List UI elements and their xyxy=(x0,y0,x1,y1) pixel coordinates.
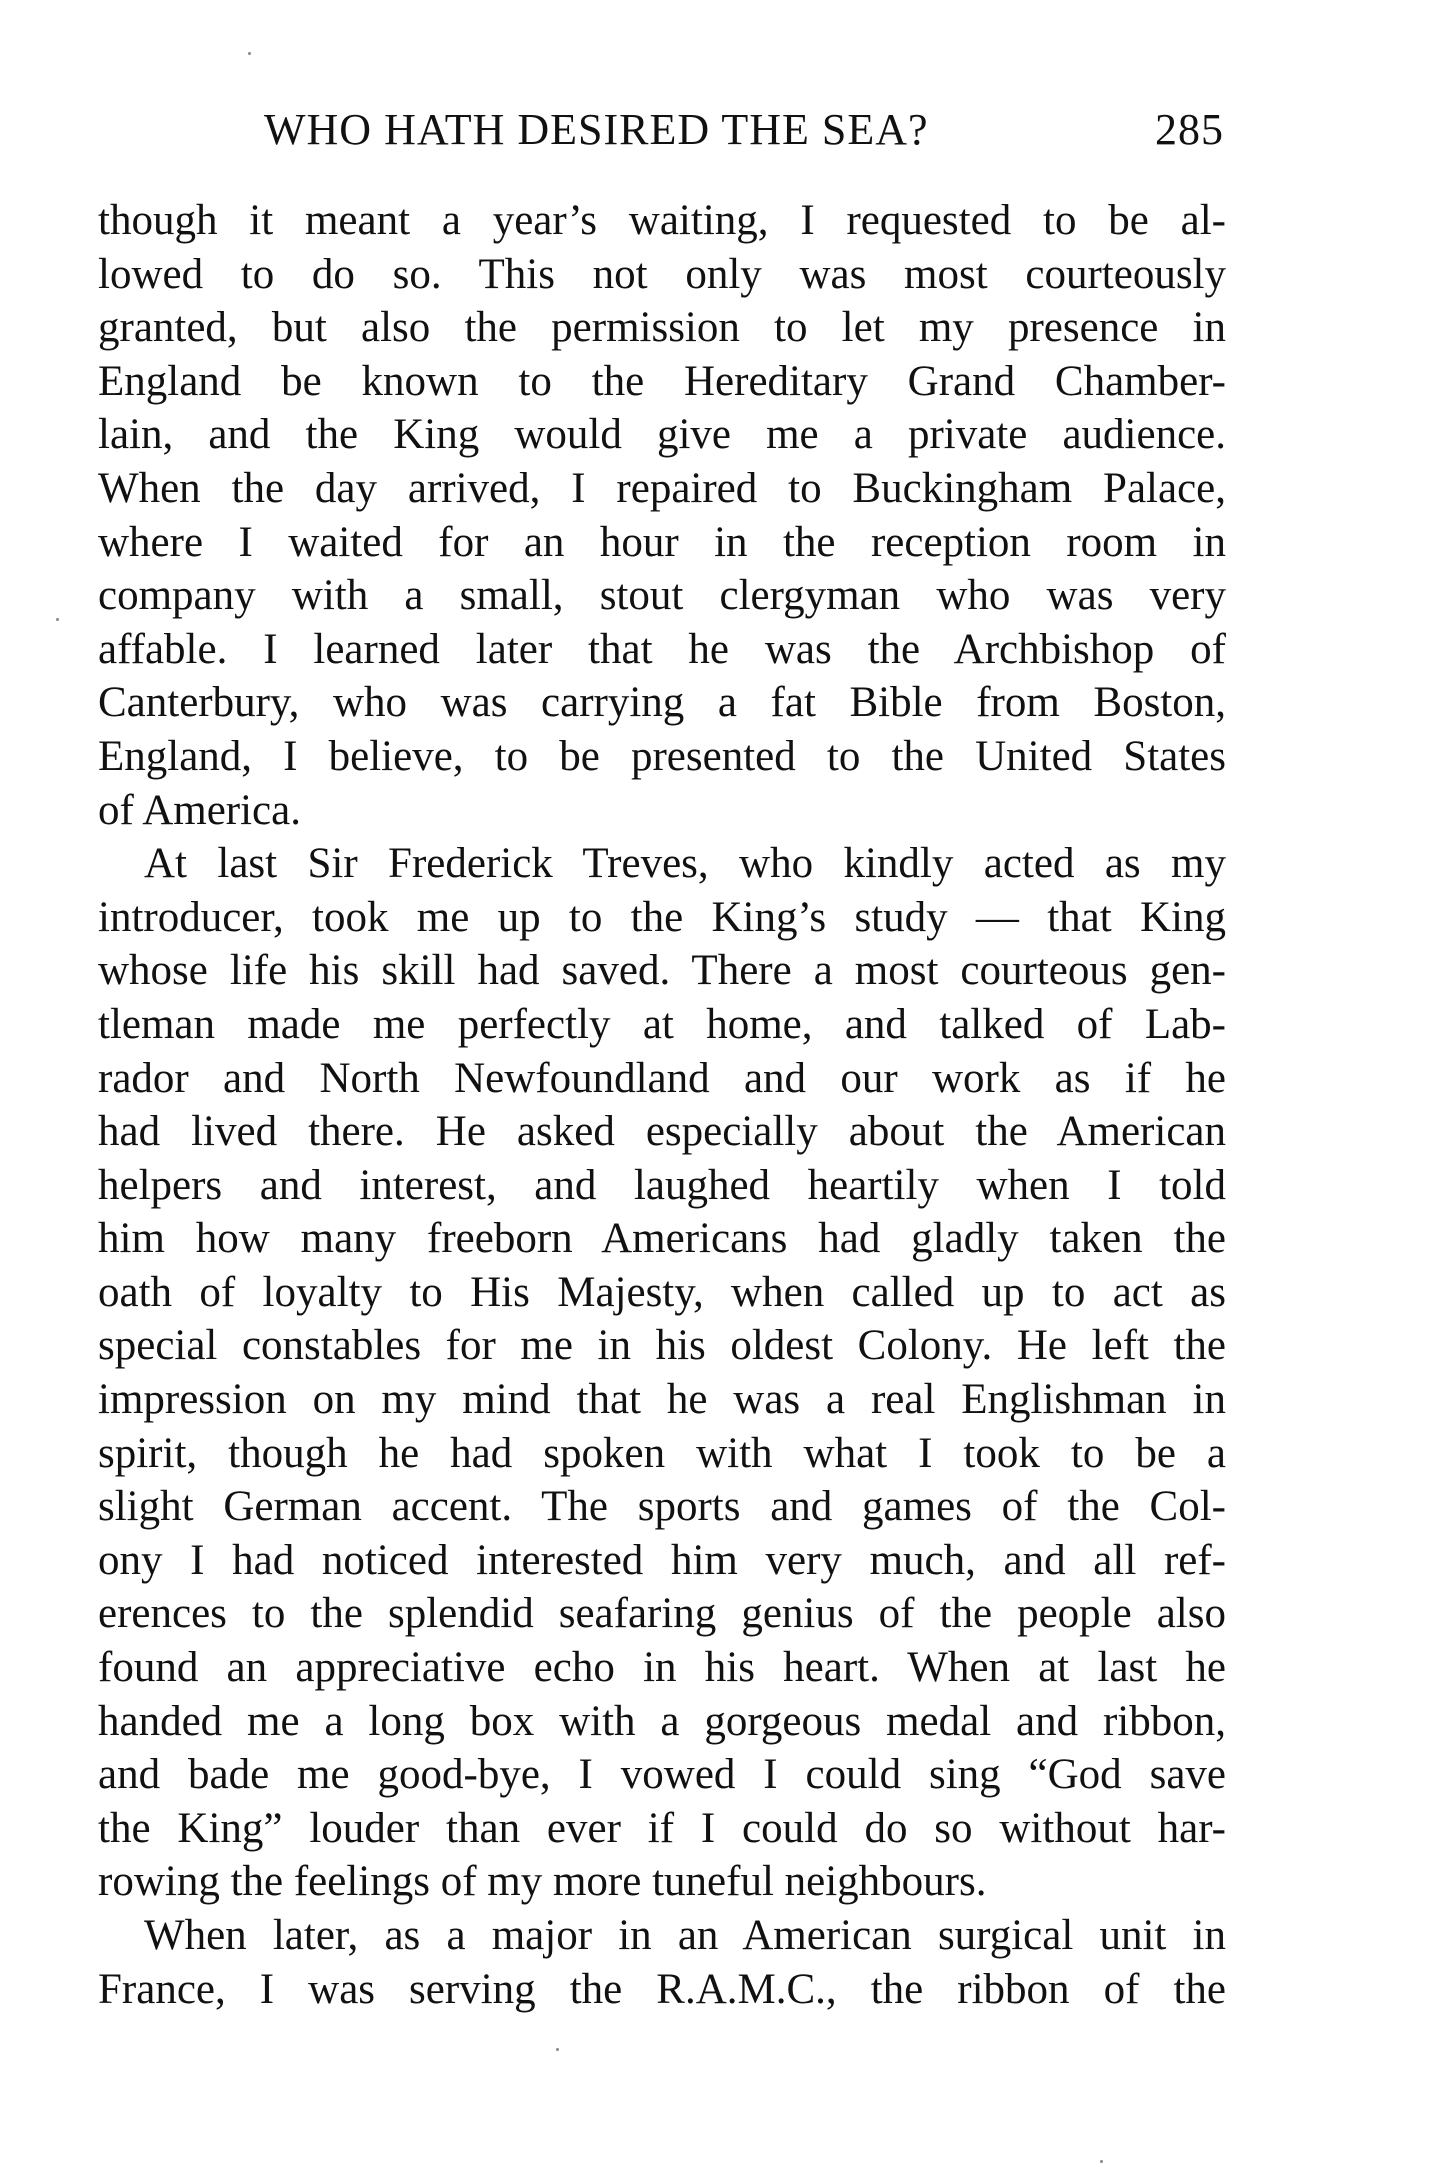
text-line: had lived there. He asked especially about the American xyxy=(98,1108,1226,1156)
page-number: 285 xyxy=(1155,105,1224,154)
text-line: rador and North Newfoundland and our work as if he xyxy=(98,1054,1226,1102)
text-line: England be known to the Hereditary Grand Chamber- xyxy=(98,357,1226,405)
paper-speck xyxy=(248,52,251,55)
page-header xyxy=(264,104,1224,164)
text-line: the King” louder than ever if I could do so without har- xyxy=(98,1804,1226,1852)
text-line: granted, but also the permission to let my presence in xyxy=(98,304,1226,352)
body-text xyxy=(98,194,1226,2016)
text-line: erences to the splendid seafaring genius of the people also xyxy=(98,1590,1226,1638)
text-line: of America. xyxy=(98,786,301,834)
paper-speck xyxy=(556,2048,559,2051)
text-line: him how many freeborn Americans had gladly taken the xyxy=(98,1215,1226,1263)
text-line: though it meant a year’s waiting, I requested to be al- xyxy=(98,197,1226,244)
text-line: lowed to do so. This not only was most courteously xyxy=(98,250,1226,298)
text-line: slight German accent. The sports and games of the Col- xyxy=(98,1483,1226,1531)
text-line: company with a small, stout clergyman who was very xyxy=(98,572,1226,620)
text-line: helpers and interest, and laughed heartily when I told xyxy=(98,1161,1226,1209)
text-line: When later, as a major in an American surgical unit in xyxy=(144,1912,1226,1959)
text-line: Canterbury, who was carrying a fat Bible from Boston, xyxy=(98,679,1226,727)
text-line: lain, and the King would give me a private audience. xyxy=(98,411,1226,459)
text-line: whose life his skill had saved. There a most courteous gen- xyxy=(98,947,1226,995)
text-line: spirit, though he had spoken with what I took to be a xyxy=(98,1429,1226,1477)
text-line: introducer, took me up to the King’s study — that King xyxy=(98,893,1226,941)
running-head: WHO HATH DESIRED THE SEA? xyxy=(264,105,929,154)
text-line: impression on my mind that he was a real Englishman in xyxy=(98,1376,1226,1424)
text-line: and bade me good-bye, I vowed I could sing “God save xyxy=(98,1751,1226,1799)
paper-speck xyxy=(1100,2160,1103,2163)
text-line: When the day arrived, I repaired to Buckingham Palace, xyxy=(98,464,1226,512)
text-line: affable. I learned later that he was the Archbishop of xyxy=(98,625,1226,673)
text-line: handed me a long box with a gorgeous medal and ribbon, xyxy=(98,1697,1226,1745)
text-line: At last Sir Frederick Treves, who kindly acted as my xyxy=(144,840,1226,888)
text-line: where I waited for an hour in the reception room in xyxy=(98,518,1226,566)
text-line: rowing the feelings of my more tuneful neighbours. xyxy=(98,1858,987,1906)
paper-speck xyxy=(56,618,59,621)
text-line: found an appreciative echo in his heart. When at last he xyxy=(98,1644,1226,1692)
text-line: France, I was serving the R.A.M.C., the ribbon of the xyxy=(98,1965,1226,2013)
text-line: ony I had noticed interested him very much, and all ref- xyxy=(98,1536,1226,1584)
text-line: England, I believe, to be presented to the United States xyxy=(98,732,1226,780)
text-line: tleman made me perfectly at home, and talked of Lab- xyxy=(98,1000,1226,1048)
text-line: oath of loyalty to His Majesty, when called up to act as xyxy=(98,1268,1226,1316)
text-line: special constables for me in his oldest Colony. He left the xyxy=(98,1322,1226,1370)
